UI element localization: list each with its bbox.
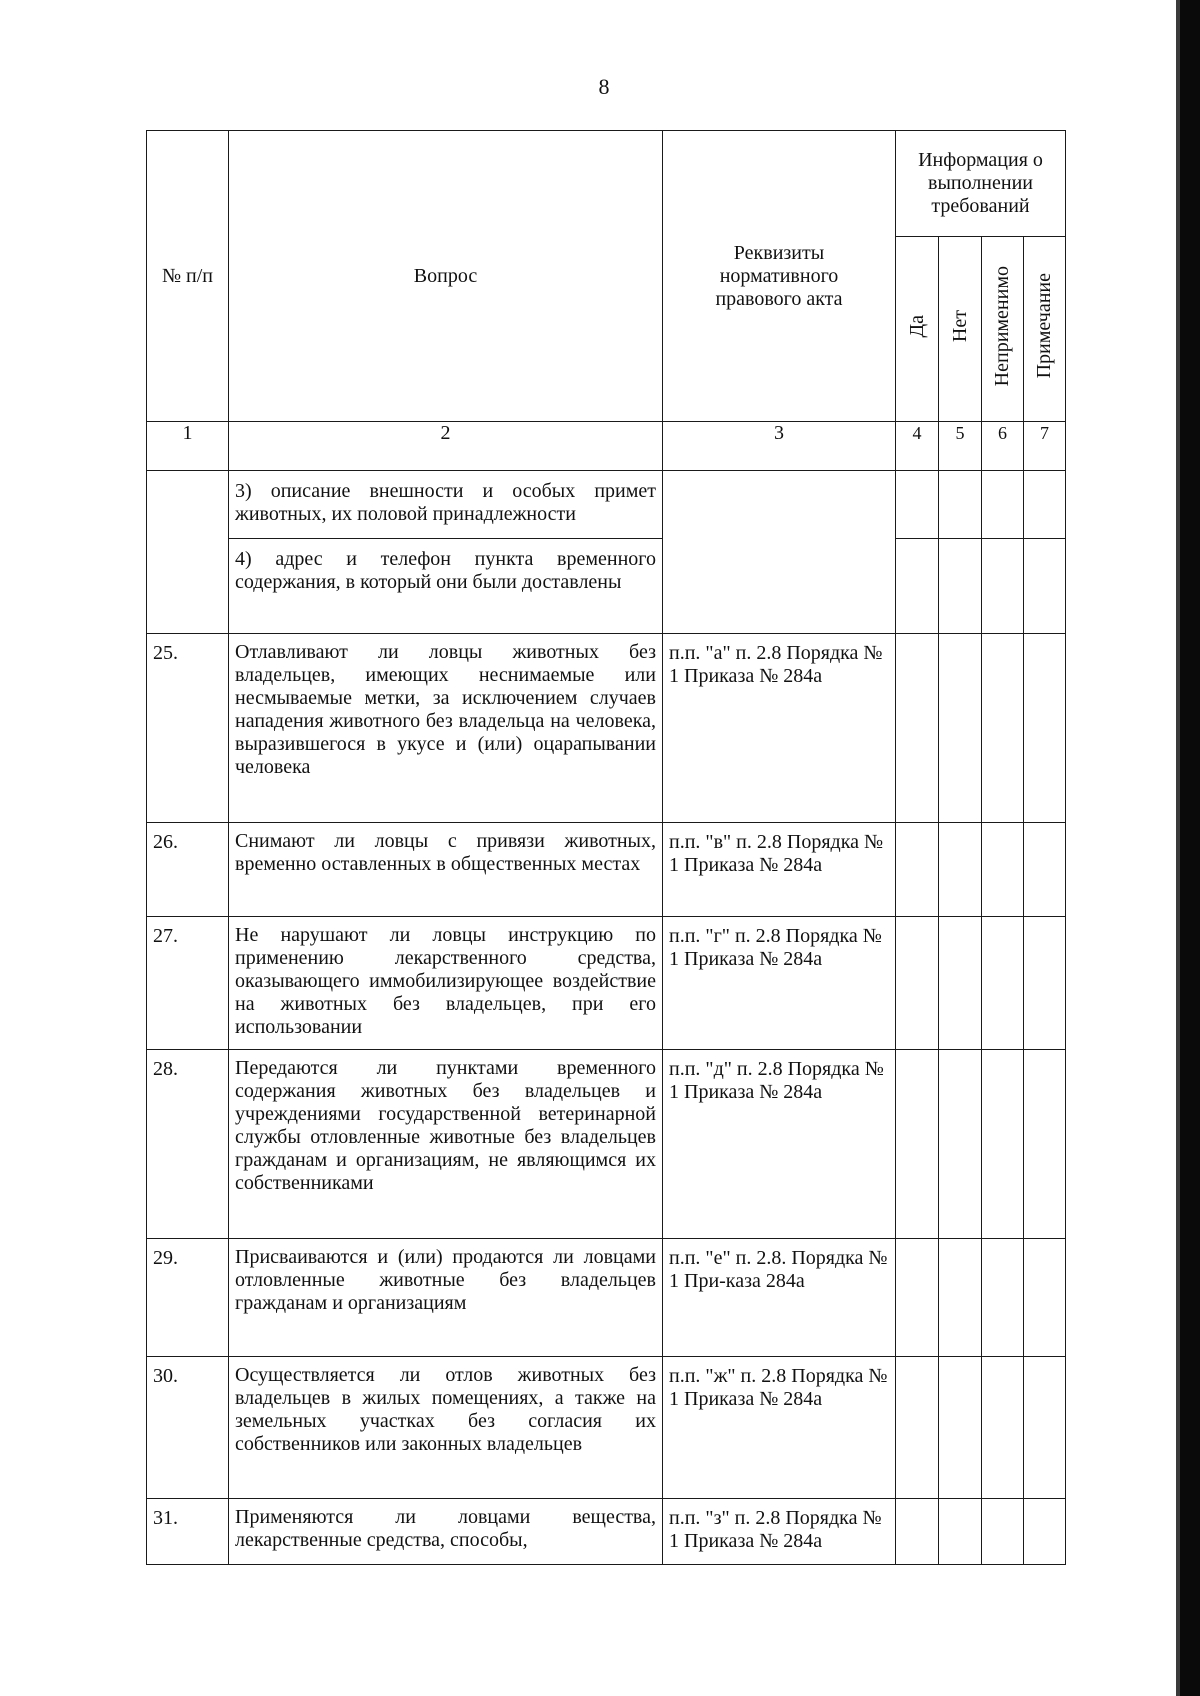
answer-cell — [896, 539, 939, 634]
answer-cell — [939, 823, 982, 917]
answer-cell — [896, 917, 939, 1050]
row-requisites: п.п. "з" п. 2.8 Порядка № 1 Приказа № 284а — [663, 1499, 896, 1565]
row-question: Снимают ли ловцы с привязи животных, временно оставленных в общественных местах — [229, 823, 663, 917]
row-number: 30. — [147, 1357, 229, 1499]
table-row — [147, 1239, 1066, 1357]
answer-cell — [982, 1239, 1024, 1357]
header-no: Нет — [948, 309, 971, 343]
answer-cell — [982, 823, 1024, 917]
answer-cell — [939, 1050, 982, 1239]
answer-cell — [1024, 471, 1066, 539]
table-row — [147, 1050, 1066, 1239]
row-question: Присваиваются и (или) продаются ли ловцами отловленные животные без владельцев гражданам и организациям — [229, 1239, 663, 1357]
row-question: Осуществляется ли отлов животных без владельцев в жилых помещениях, а также на земельных участках без согласия их собственников или законных владельцев — [229, 1357, 663, 1499]
answer-cell — [1024, 823, 1066, 917]
header-note-cell — [1024, 237, 1066, 422]
answer-cell — [982, 1499, 1024, 1565]
scan-edge — [1180, 0, 1200, 1696]
answer-cell — [896, 471, 939, 539]
answer-cell — [896, 1499, 939, 1565]
answer-cell — [1024, 1499, 1066, 1565]
answer-cell — [939, 539, 982, 634]
answer-cell — [939, 1239, 982, 1357]
row-requisites: п.п. "е" п. 2.8. Порядка № 1 При-каза 284а — [663, 1239, 896, 1357]
empty-num-cell — [147, 471, 229, 634]
answer-cell — [1024, 539, 1066, 634]
empty-requisites-cell — [663, 471, 896, 634]
answer-cell — [982, 1050, 1024, 1239]
row-requisites: п.п. "в" п. 2.8 Порядка № 1 Приказа № 284а — [663, 823, 896, 917]
continuation-item-3: 3) описание внешности и особых примет животных, их половой принадлежности — [229, 471, 663, 539]
row-requisites: п.п. "г" п. 2.8 Порядка № 1 Приказа № 284а — [663, 917, 896, 1050]
answer-cell — [896, 823, 939, 917]
continuation-item-4: 4) адрес и телефон пункта временного содержания, в который они были доставлены — [229, 539, 663, 634]
answer-cell — [982, 471, 1024, 539]
row-question: Отлавливают ли ловцы животных без владельцев, имеющих неснимаемые или несмываемые метки, за исключением случаев нападения животного без владельца на человека, выразившегося в укусе и (или) оцарапывании человека — [229, 634, 663, 823]
table-row — [147, 1499, 1066, 1565]
column-number: 2 — [229, 422, 663, 471]
column-number: 1 — [147, 422, 229, 471]
table-row — [147, 823, 1066, 917]
header-na: Неприменимо — [991, 265, 1013, 387]
row-question: Не нарушают ли ловцы инструкцию по применению лекарственного средства, оказывающего иммобилизирующее воздействие на животных без владельцев, при его использовании — [229, 917, 663, 1050]
row-number: 28. — [147, 1050, 229, 1239]
table-row — [147, 634, 1066, 823]
table-row — [147, 917, 1066, 1050]
row-number: 25. — [147, 634, 229, 823]
answer-cell — [982, 539, 1024, 634]
answer-cell — [1024, 1357, 1066, 1499]
header-question: Вопрос — [229, 131, 663, 422]
row-requisites: п.п. "д" п. 2.8 Порядка № 1 Приказа № 284а — [663, 1050, 896, 1239]
header-num: № п/п — [147, 131, 229, 422]
column-number: 4 — [896, 422, 939, 471]
row-requisites: п.п. "ж" п. 2.8 Порядка № 1 Приказа № 284а — [663, 1357, 896, 1499]
column-number: 5 — [939, 422, 982, 471]
answer-cell — [896, 1239, 939, 1357]
answer-cell — [1024, 917, 1066, 1050]
answer-cell — [896, 634, 939, 823]
header-na-cell — [982, 237, 1024, 422]
header-info: Информация о выполнении требований — [896, 131, 1066, 237]
answer-cell — [896, 1357, 939, 1499]
row-number: 26. — [147, 823, 229, 917]
header-note: Примечание — [1033, 273, 1055, 379]
answer-cell — [939, 471, 982, 539]
answer-cell — [939, 917, 982, 1050]
header-yes-cell — [896, 237, 939, 422]
answer-cell — [939, 1357, 982, 1499]
page-number: 8 — [598, 74, 610, 99]
column-number-row — [147, 422, 1066, 471]
header-no-cell — [939, 237, 982, 422]
checklist-table — [146, 130, 1066, 1565]
column-number: 6 — [982, 422, 1024, 471]
row-question: Применяются ли ловцами вещества, лекарственные средства, способы, — [229, 1499, 663, 1565]
row-question: Передаются ли пунктами временного содержания животных без владельцев и учреждениями государственной ветеринарной службы отловленные животные без владельцев гражданам и организациям, не являющимся их собственниками — [229, 1050, 663, 1239]
answer-cell — [1024, 1239, 1066, 1357]
row-number: 29. — [147, 1239, 229, 1357]
column-number: 3 — [663, 422, 896, 471]
row-number: 27. — [147, 917, 229, 1050]
table-row — [147, 1357, 1066, 1499]
answer-cell — [939, 1499, 982, 1565]
answer-cell — [982, 1357, 1024, 1499]
header-requisites: Реквизиты нормативного правового акта — [663, 131, 896, 422]
header-yes: Да — [905, 314, 928, 338]
answer-cell — [1024, 634, 1066, 823]
row-requisites: п.п. "а" п. 2.8 Порядка № 1 Приказа № 284а — [663, 634, 896, 823]
answer-cell — [896, 1050, 939, 1239]
answer-cell — [982, 917, 1024, 1050]
header-row-1 — [147, 131, 1066, 237]
answer-cell — [939, 634, 982, 823]
answer-cell — [1024, 1050, 1066, 1239]
column-number: 7 — [1024, 422, 1066, 471]
row-number: 31. — [147, 1499, 229, 1565]
answer-cell — [982, 634, 1024, 823]
continuation-row-4 — [147, 539, 1066, 634]
continuation-row-3 — [147, 471, 1066, 539]
